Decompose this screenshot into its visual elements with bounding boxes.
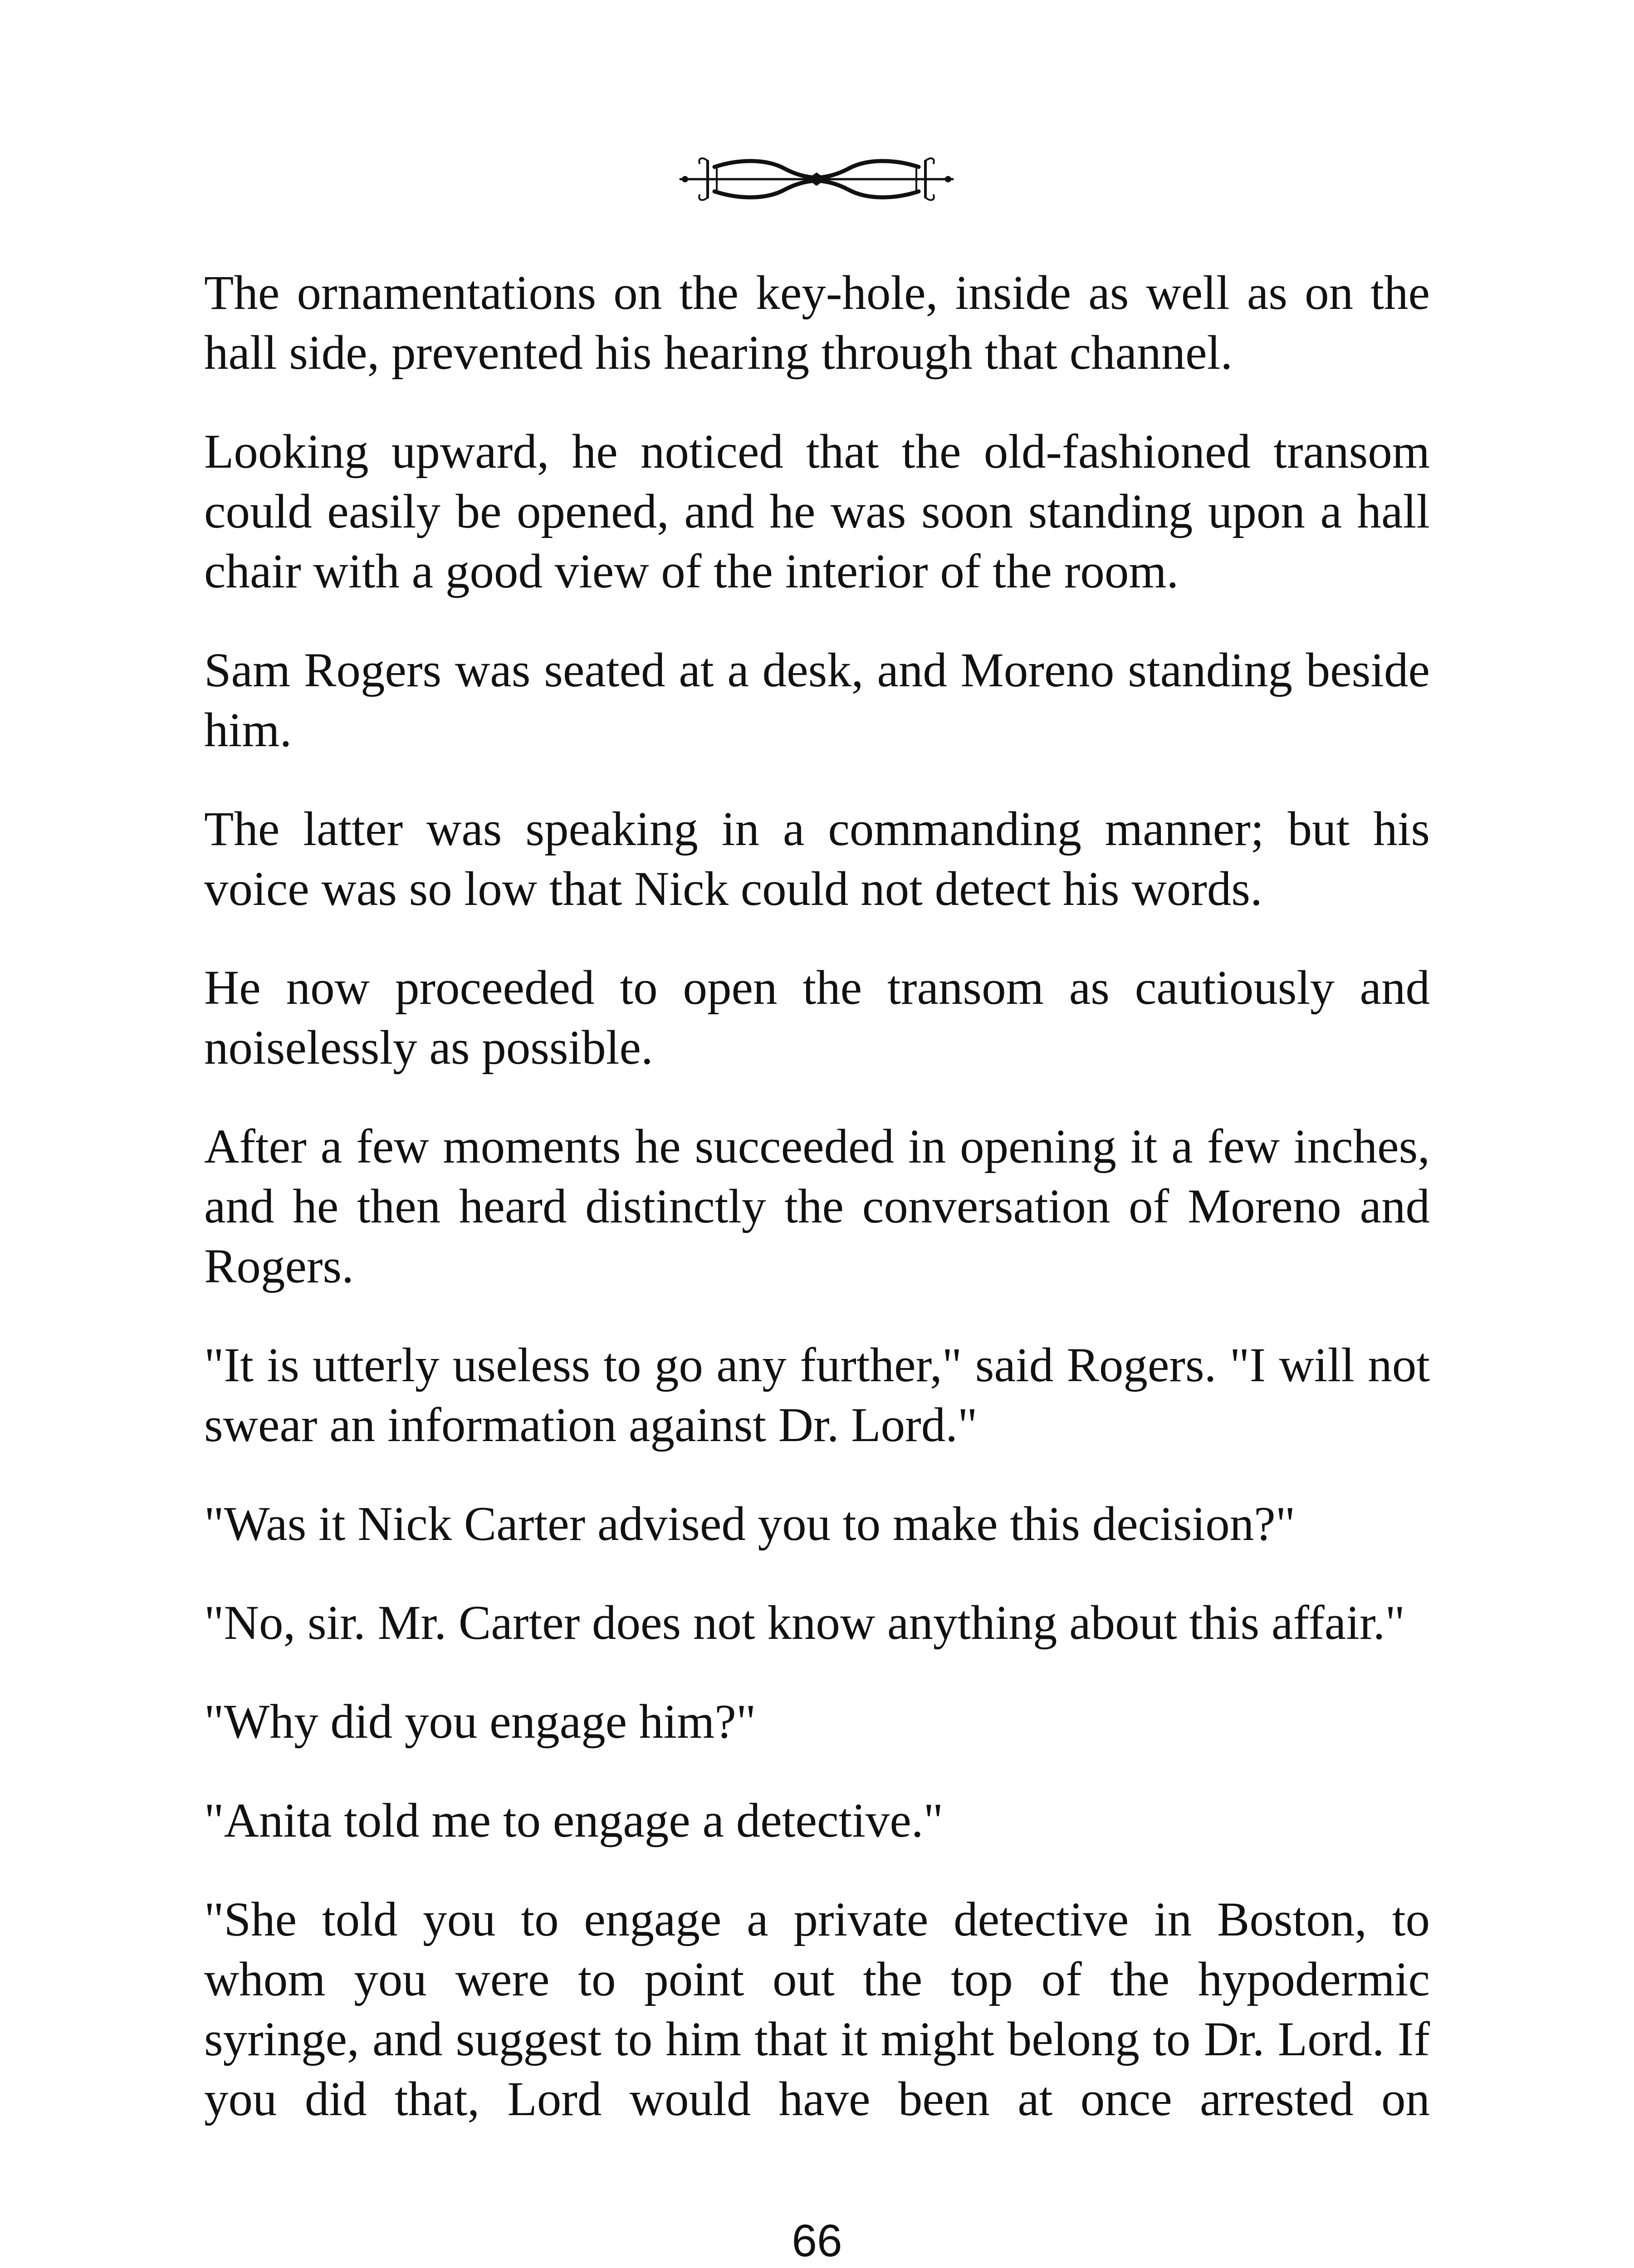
- paragraph: "It is utterly useless to go any further," said Rogers. "I will not swear an information against Dr. Lord.": [204, 1339, 1430, 1452]
- paragraph: After a few moments he succeeded in opening it a few inches, and he then heard distinctly the conversation of Moreno and Rogers.: [204, 1120, 1430, 1293]
- paragraph: "Why did you engage him?": [204, 1695, 756, 1749]
- scroll-ornament-icon: [671, 150, 962, 209]
- paragraph: "Was it Nick Carter advised you to make this decision?": [204, 1497, 1296, 1551]
- paragraph: He now proceeded to open the transom as cautiously and noiselessly as possible.: [204, 961, 1430, 1075]
- paragraph: The latter was speaking in a commanding manner; but his voice was so low that Nick could not detect his words.: [204, 802, 1430, 916]
- paragraph: "Anita told me to engage a detective.": [204, 1794, 944, 1848]
- paragraph: "No, sir. Mr. Carter does not know anything about this affair.": [204, 1596, 1405, 1650]
- paragraph: The ornamentations on the key-hole, inside as well as on the hall side, prevented his hearing through that channel.: [204, 266, 1430, 380]
- body-text: [204, 263, 1430, 2168]
- paragraph: "She told you to engage a private detective in Boston, to whom you were to point out the top of the hypodermic syringe, and suggest to him that it might belong to Dr. Lord. If you did that, Lord would have been at once arrested on: [204, 1893, 1430, 2126]
- page-number: 66: [792, 2215, 842, 2266]
- paragraph: Looking upward, he noticed that the old-fashioned transom could easily be opened, and he was soon standing upon a hall chair with a good view of the interior of the room.: [204, 425, 1430, 598]
- paragraph: Sam Rogers was seated at a desk, and Moreno standing beside him.: [204, 644, 1430, 757]
